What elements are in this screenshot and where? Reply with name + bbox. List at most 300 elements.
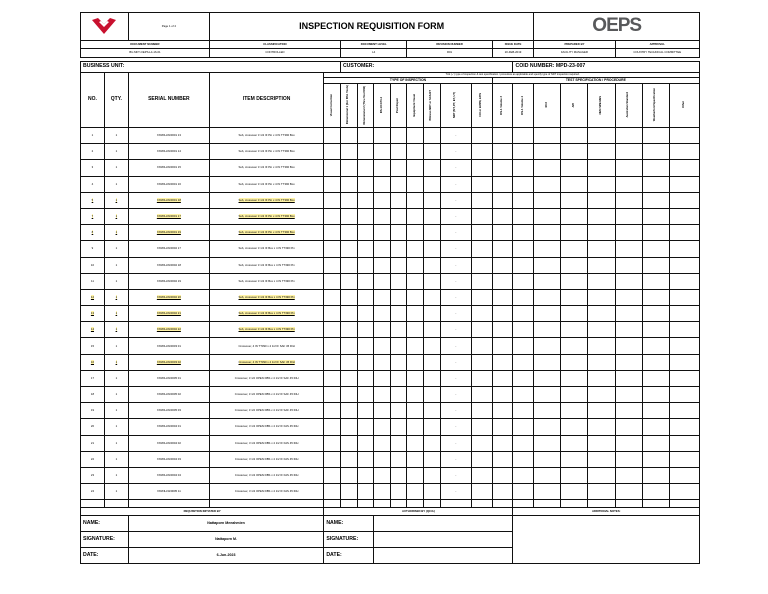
tick-cell[interactable]	[615, 273, 642, 289]
tick-cell[interactable]	[424, 208, 441, 224]
tick-cell[interactable]	[340, 176, 357, 192]
tick-cell[interactable]	[588, 225, 615, 241]
tick-cell[interactable]	[471, 467, 492, 483]
tick-cell[interactable]	[588, 306, 615, 322]
tick-cell[interactable]	[424, 289, 441, 305]
tick-cell[interactable]	[513, 144, 534, 160]
tick-cell[interactable]	[492, 192, 513, 208]
tick-cell[interactable]: -	[440, 176, 471, 192]
tick-cell[interactable]	[492, 419, 513, 435]
tick-cell[interactable]	[615, 354, 642, 370]
tick-cell[interactable]	[357, 419, 374, 435]
tick-cell[interactable]	[390, 128, 407, 144]
tick-cell[interactable]	[513, 176, 534, 192]
tick-cell[interactable]	[374, 306, 391, 322]
tick-cell[interactable]: -	[440, 322, 471, 338]
tick-cell[interactable]	[513, 370, 534, 386]
tick-cell[interactable]	[669, 273, 699, 289]
tick-cell[interactable]	[534, 144, 561, 160]
tick-cell[interactable]	[588, 192, 615, 208]
tick-cell[interactable]	[642, 208, 669, 224]
tick-cell[interactable]	[374, 257, 391, 273]
tick-cell[interactable]	[669, 354, 699, 370]
tick-cell[interactable]	[615, 257, 642, 273]
tick-cell[interactable]	[615, 370, 642, 386]
tick-cell[interactable]	[374, 338, 391, 354]
tick-cell[interactable]	[588, 257, 615, 273]
tick-cell[interactable]	[471, 208, 492, 224]
tick-cell[interactable]: -	[440, 289, 471, 305]
tick-cell[interactable]	[324, 338, 341, 354]
tick-cell[interactable]	[561, 338, 588, 354]
tick-cell[interactable]	[424, 467, 441, 483]
tick-cell[interactable]	[471, 144, 492, 160]
tick-cell[interactable]	[357, 225, 374, 241]
tick-cell[interactable]	[561, 387, 588, 403]
authoriser-date-field[interactable]	[374, 548, 513, 564]
tick-cell[interactable]	[588, 435, 615, 451]
tick-cell[interactable]	[390, 273, 407, 289]
tick-cell[interactable]	[424, 387, 441, 403]
tick-cell[interactable]	[471, 289, 492, 305]
tick-cell[interactable]	[642, 144, 669, 160]
tick-cell[interactable]	[615, 192, 642, 208]
tick-cell[interactable]	[642, 289, 669, 305]
tick-cell[interactable]	[642, 192, 669, 208]
tick-cell[interactable]	[642, 338, 669, 354]
tick-cell[interactable]	[492, 208, 513, 224]
tick-cell[interactable]	[513, 484, 534, 500]
tick-cell[interactable]	[390, 289, 407, 305]
tick-cell[interactable]	[340, 451, 357, 467]
tick-cell[interactable]	[534, 225, 561, 241]
tick-cell[interactable]	[390, 144, 407, 160]
tick-cell[interactable]	[340, 467, 357, 483]
tick-cell[interactable]	[513, 257, 534, 273]
tick-cell[interactable]	[588, 289, 615, 305]
tick-cell[interactable]	[407, 144, 424, 160]
tick-cell[interactable]	[642, 467, 669, 483]
additional-notes-field[interactable]	[513, 516, 700, 564]
tick-cell[interactable]	[407, 322, 424, 338]
tick-cell[interactable]	[642, 160, 669, 176]
tick-cell[interactable]	[513, 419, 534, 435]
tick-cell[interactable]	[324, 241, 341, 257]
tick-cell[interactable]	[492, 322, 513, 338]
tick-cell[interactable]	[513, 160, 534, 176]
tick-cell[interactable]	[324, 370, 341, 386]
tick-cell[interactable]	[669, 289, 699, 305]
tick-cell[interactable]	[615, 451, 642, 467]
tick-cell[interactable]	[374, 435, 391, 451]
tick-cell[interactable]	[492, 467, 513, 483]
tick-cell[interactable]	[615, 160, 642, 176]
tick-cell[interactable]: -	[440, 225, 471, 241]
tick-cell[interactable]	[534, 451, 561, 467]
tick-cell[interactable]	[357, 144, 374, 160]
tick-cell[interactable]: -	[440, 419, 471, 435]
tick-cell[interactable]	[669, 128, 699, 144]
tick-cell[interactable]	[324, 435, 341, 451]
tick-cell[interactable]	[407, 128, 424, 144]
tick-cell[interactable]	[324, 257, 341, 273]
tick-cell[interactable]	[642, 306, 669, 322]
tick-cell[interactable]	[340, 160, 357, 176]
tick-cell[interactable]	[492, 225, 513, 241]
tick-cell[interactable]	[492, 338, 513, 354]
tick-cell[interactable]	[534, 128, 561, 144]
tick-cell[interactable]	[561, 435, 588, 451]
tick-cell[interactable]	[407, 306, 424, 322]
tick-cell[interactable]	[390, 419, 407, 435]
tick-cell[interactable]	[374, 403, 391, 419]
tick-cell[interactable]	[340, 387, 357, 403]
tick-cell[interactable]	[340, 403, 357, 419]
tick-cell[interactable]	[513, 451, 534, 467]
tick-cell[interactable]: -	[440, 241, 471, 257]
tick-cell[interactable]	[424, 176, 441, 192]
tick-cell[interactable]	[407, 451, 424, 467]
tick-cell[interactable]	[340, 306, 357, 322]
tick-cell[interactable]	[424, 419, 441, 435]
tick-cell[interactable]	[513, 208, 534, 224]
tick-cell[interactable]	[357, 306, 374, 322]
tick-cell[interactable]	[471, 273, 492, 289]
tick-cell[interactable]	[615, 467, 642, 483]
tick-cell[interactable]	[390, 338, 407, 354]
tick-cell[interactable]	[424, 257, 441, 273]
tick-cell[interactable]	[588, 160, 615, 176]
tick-cell[interactable]	[340, 128, 357, 144]
tick-cell[interactable]	[374, 322, 391, 338]
tick-cell[interactable]	[471, 192, 492, 208]
tick-cell[interactable]	[424, 354, 441, 370]
tick-cell[interactable]	[357, 370, 374, 386]
tick-cell[interactable]	[407, 435, 424, 451]
tick-cell[interactable]	[534, 257, 561, 273]
tick-cell[interactable]	[534, 289, 561, 305]
tick-cell[interactable]	[642, 128, 669, 144]
tick-cell[interactable]	[561, 241, 588, 257]
tick-cell[interactable]	[390, 322, 407, 338]
tick-cell[interactable]	[471, 241, 492, 257]
tick-cell[interactable]	[492, 176, 513, 192]
tick-cell[interactable]	[324, 208, 341, 224]
tick-cell[interactable]	[492, 257, 513, 273]
tick-cell[interactable]	[357, 467, 374, 483]
tick-cell[interactable]	[471, 128, 492, 144]
tick-cell[interactable]	[534, 370, 561, 386]
tick-cell[interactable]	[588, 273, 615, 289]
tick-cell[interactable]	[561, 306, 588, 322]
tick-cell[interactable]	[374, 387, 391, 403]
tick-cell[interactable]	[513, 289, 534, 305]
tick-cell[interactable]	[390, 192, 407, 208]
tick-cell[interactable]: -	[440, 435, 471, 451]
tick-cell[interactable]	[424, 144, 441, 160]
tick-cell[interactable]	[534, 208, 561, 224]
tick-cell[interactable]	[407, 289, 424, 305]
tick-cell[interactable]	[324, 306, 341, 322]
tick-cell[interactable]	[534, 419, 561, 435]
tick-cell[interactable]	[642, 451, 669, 467]
tick-cell[interactable]	[340, 289, 357, 305]
tick-cell[interactable]: -	[440, 160, 471, 176]
tick-cell[interactable]	[390, 403, 407, 419]
tick-cell[interactable]	[407, 176, 424, 192]
tick-cell[interactable]: -	[440, 354, 471, 370]
tick-cell[interactable]	[615, 435, 642, 451]
tick-cell[interactable]	[357, 160, 374, 176]
tick-cell[interactable]	[615, 144, 642, 160]
tick-cell[interactable]	[669, 451, 699, 467]
tick-cell[interactable]	[357, 403, 374, 419]
tick-cell[interactable]	[492, 160, 513, 176]
tick-cell[interactable]	[588, 403, 615, 419]
tick-cell[interactable]	[471, 435, 492, 451]
tick-cell[interactable]	[407, 241, 424, 257]
tick-cell[interactable]: -	[440, 338, 471, 354]
tick-cell[interactable]	[340, 484, 357, 500]
tick-cell[interactable]	[424, 370, 441, 386]
tick-cell[interactable]	[340, 338, 357, 354]
tick-cell[interactable]	[513, 435, 534, 451]
tick-cell[interactable]	[588, 128, 615, 144]
tick-cell[interactable]	[471, 354, 492, 370]
tick-cell[interactable]	[642, 322, 669, 338]
tick-cell[interactable]	[669, 160, 699, 176]
tick-cell[interactable]	[513, 192, 534, 208]
tick-cell[interactable]	[561, 208, 588, 224]
tick-cell[interactable]	[534, 322, 561, 338]
tick-cell[interactable]	[513, 354, 534, 370]
tick-cell[interactable]	[669, 419, 699, 435]
tick-cell[interactable]	[324, 354, 341, 370]
tick-cell[interactable]	[561, 192, 588, 208]
tick-cell[interactable]	[534, 192, 561, 208]
tick-cell[interactable]	[642, 419, 669, 435]
tick-cell[interactable]	[340, 419, 357, 435]
tick-cell[interactable]	[407, 403, 424, 419]
tick-cell[interactable]	[324, 160, 341, 176]
tick-cell[interactable]	[357, 257, 374, 273]
tick-cell[interactable]	[669, 484, 699, 500]
tick-cell[interactable]	[424, 322, 441, 338]
tick-cell[interactable]	[471, 322, 492, 338]
tick-cell[interactable]	[561, 176, 588, 192]
tick-cell[interactable]	[340, 370, 357, 386]
tick-cell[interactable]: -	[440, 370, 471, 386]
tick-cell[interactable]	[471, 370, 492, 386]
tick-cell[interactable]	[642, 273, 669, 289]
tick-cell[interactable]	[513, 403, 534, 419]
tick-cell[interactable]	[471, 419, 492, 435]
tick-cell[interactable]	[374, 467, 391, 483]
tick-cell[interactable]	[534, 435, 561, 451]
tick-cell[interactable]	[374, 273, 391, 289]
tick-cell[interactable]	[642, 257, 669, 273]
tick-cell[interactable]	[492, 128, 513, 144]
tick-cell[interactable]	[471, 451, 492, 467]
tick-cell[interactable]	[324, 484, 341, 500]
tick-cell[interactable]	[340, 273, 357, 289]
tick-cell[interactable]	[588, 467, 615, 483]
tick-cell[interactable]	[669, 192, 699, 208]
tick-cell[interactable]	[390, 435, 407, 451]
tick-cell[interactable]	[588, 451, 615, 467]
tick-cell[interactable]	[642, 484, 669, 500]
tick-cell[interactable]	[492, 273, 513, 289]
tick-cell[interactable]	[407, 192, 424, 208]
tick-cell[interactable]	[492, 306, 513, 322]
tick-cell[interactable]	[642, 354, 669, 370]
tick-cell[interactable]: -	[440, 257, 471, 273]
tick-cell[interactable]	[669, 257, 699, 273]
tick-cell[interactable]	[588, 387, 615, 403]
tick-cell[interactable]	[642, 435, 669, 451]
tick-cell[interactable]	[407, 257, 424, 273]
tick-cell[interactable]	[588, 241, 615, 257]
tick-cell[interactable]	[534, 160, 561, 176]
tick-cell[interactable]	[669, 467, 699, 483]
tick-cell[interactable]	[357, 322, 374, 338]
tick-cell[interactable]	[407, 225, 424, 241]
tick-cell[interactable]	[324, 403, 341, 419]
tick-cell[interactable]: -	[440, 192, 471, 208]
tick-cell[interactable]	[492, 484, 513, 500]
tick-cell[interactable]	[534, 467, 561, 483]
tick-cell[interactable]	[357, 241, 374, 257]
tick-cell[interactable]	[324, 322, 341, 338]
tick-cell[interactable]	[669, 370, 699, 386]
tick-cell[interactable]	[492, 435, 513, 451]
tick-cell[interactable]	[588, 484, 615, 500]
tick-cell[interactable]	[615, 128, 642, 144]
tick-cell[interactable]	[390, 176, 407, 192]
tick-cell[interactable]	[374, 241, 391, 257]
tick-cell[interactable]	[492, 241, 513, 257]
tick-cell[interactable]	[407, 338, 424, 354]
tick-cell[interactable]	[374, 160, 391, 176]
tick-cell[interactable]	[374, 225, 391, 241]
tick-cell[interactable]	[340, 225, 357, 241]
tick-cell[interactable]	[374, 354, 391, 370]
tick-cell[interactable]	[561, 160, 588, 176]
tick-cell[interactable]	[561, 144, 588, 160]
tick-cell[interactable]	[615, 338, 642, 354]
tick-cell[interactable]	[492, 451, 513, 467]
tick-cell[interactable]	[424, 435, 441, 451]
tick-cell[interactable]	[424, 338, 441, 354]
tick-cell[interactable]	[669, 225, 699, 241]
tick-cell[interactable]	[390, 306, 407, 322]
tick-cell[interactable]	[669, 387, 699, 403]
tick-cell[interactable]	[324, 225, 341, 241]
tick-cell[interactable]: -	[440, 484, 471, 500]
tick-cell[interactable]	[340, 322, 357, 338]
tick-cell[interactable]	[561, 257, 588, 273]
tick-cell[interactable]	[324, 273, 341, 289]
tick-cell[interactable]	[642, 370, 669, 386]
tick-cell[interactable]	[471, 257, 492, 273]
tick-cell[interactable]	[534, 273, 561, 289]
tick-cell[interactable]	[615, 387, 642, 403]
tick-cell[interactable]	[615, 208, 642, 224]
tick-cell[interactable]	[424, 160, 441, 176]
tick-cell[interactable]	[407, 387, 424, 403]
authoriser-name-field[interactable]	[374, 516, 513, 532]
tick-cell[interactable]	[513, 241, 534, 257]
tick-cell[interactable]	[669, 403, 699, 419]
tick-cell[interactable]	[374, 289, 391, 305]
tick-cell[interactable]	[615, 225, 642, 241]
customer-field[interactable]: CUSTOMER:	[340, 62, 513, 73]
tick-cell[interactable]	[324, 176, 341, 192]
tick-cell[interactable]	[471, 338, 492, 354]
tick-cell[interactable]	[492, 354, 513, 370]
tick-cell[interactable]	[407, 370, 424, 386]
tick-cell[interactable]	[588, 354, 615, 370]
tick-cell[interactable]	[588, 419, 615, 435]
tick-cell[interactable]	[324, 419, 341, 435]
tick-cell[interactable]	[669, 338, 699, 354]
tick-cell[interactable]	[588, 208, 615, 224]
tick-cell[interactable]	[615, 176, 642, 192]
tick-cell[interactable]	[471, 160, 492, 176]
tick-cell[interactable]	[390, 241, 407, 257]
tick-cell[interactable]	[357, 435, 374, 451]
tick-cell[interactable]	[407, 160, 424, 176]
tick-cell[interactable]	[588, 176, 615, 192]
tick-cell[interactable]	[340, 257, 357, 273]
tick-cell[interactable]	[357, 354, 374, 370]
tick-cell[interactable]	[669, 176, 699, 192]
tick-cell[interactable]	[513, 273, 534, 289]
tick-cell[interactable]	[492, 387, 513, 403]
tick-cell[interactable]	[374, 370, 391, 386]
tick-cell[interactable]	[669, 241, 699, 257]
tick-cell[interactable]	[561, 354, 588, 370]
tick-cell[interactable]	[534, 338, 561, 354]
tick-cell[interactable]	[471, 306, 492, 322]
tick-cell[interactable]	[424, 484, 441, 500]
tick-cell[interactable]	[561, 289, 588, 305]
tick-cell[interactable]	[669, 208, 699, 224]
tick-cell[interactable]	[561, 370, 588, 386]
tick-cell[interactable]	[340, 144, 357, 160]
tick-cell[interactable]	[424, 241, 441, 257]
tick-cell[interactable]	[513, 225, 534, 241]
tick-cell[interactable]: -	[440, 208, 471, 224]
tick-cell[interactable]	[324, 128, 341, 144]
authoriser-signature-field[interactable]	[374, 532, 513, 548]
tick-cell[interactable]: -	[440, 451, 471, 467]
tick-cell[interactable]: -	[440, 387, 471, 403]
initiator-name[interactable]: Nattaporn Meeahmien	[128, 516, 324, 532]
tick-cell[interactable]	[407, 419, 424, 435]
tick-cell[interactable]: -	[440, 144, 471, 160]
tick-cell[interactable]	[669, 322, 699, 338]
tick-cell[interactable]	[390, 370, 407, 386]
tick-cell[interactable]	[471, 387, 492, 403]
tick-cell[interactable]	[615, 484, 642, 500]
tick-cell[interactable]	[471, 176, 492, 192]
tick-cell[interactable]	[471, 484, 492, 500]
tick-cell[interactable]	[492, 403, 513, 419]
tick-cell[interactable]	[513, 322, 534, 338]
tick-cell[interactable]	[642, 225, 669, 241]
tick-cell[interactable]	[669, 306, 699, 322]
